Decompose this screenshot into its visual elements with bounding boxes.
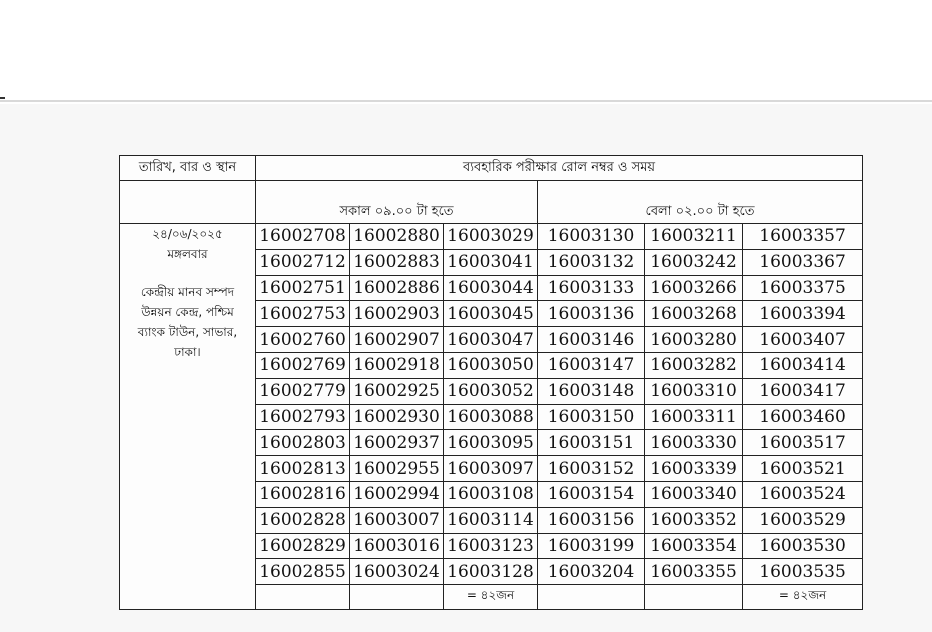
roll-number-cell: 16003340 — [645, 481, 743, 507]
roll-number-cell: 16003517 — [743, 430, 863, 456]
date-venue-cell — [120, 224, 256, 610]
roll-number-cell: 16003114 — [444, 507, 538, 533]
roll-number-cell: 16003095 — [444, 430, 538, 456]
header-morning-session: সকাল ০৯.০০ টা হতে — [256, 181, 538, 224]
roll-number-cell: 16002753 — [256, 301, 350, 327]
roll-number-cell: 16002883 — [350, 249, 444, 275]
header-roll-time: ব্যবহারিক পরীক্ষার রোল নম্বর ও সময় — [256, 156, 863, 181]
empty-total-cell — [350, 585, 444, 610]
roll-number-cell: 16003088 — [444, 404, 538, 430]
roll-number-cell: 16003047 — [444, 327, 538, 353]
roll-number-cell: 16003041 — [444, 249, 538, 275]
roll-number-cell: 16003375 — [743, 275, 863, 301]
exam-date: ২৪/০৬/২০২৫ — [152, 227, 223, 241]
roll-number-cell: 16003266 — [645, 275, 743, 301]
roll-number-cell: 16003530 — [743, 533, 863, 559]
header-blank-cell — [120, 181, 256, 224]
roll-number-cell: 16003535 — [743, 559, 863, 585]
roll-number-cell: 16003339 — [645, 456, 743, 482]
roll-number-cell: 16003130 — [538, 224, 645, 250]
roll-number-cell: 16003052 — [444, 378, 538, 404]
roll-number-cell: 16003357 — [743, 224, 863, 250]
roll-number-cell: 16003199 — [538, 533, 645, 559]
roll-number-cell: 16003282 — [645, 352, 743, 378]
roll-number-cell: 16002880 — [350, 224, 444, 250]
roll-number-cell: 16002828 — [256, 507, 350, 533]
roll-number-cell: 16003330 — [645, 430, 743, 456]
roll-number-cell: 16002994 — [350, 481, 444, 507]
roll-number-cell: 16003136 — [538, 301, 645, 327]
roll-number-cell: 16003367 — [743, 249, 863, 275]
roll-number-cell: 16003147 — [538, 352, 645, 378]
roll-number-cell: 16002760 — [256, 327, 350, 353]
edge-mark — [0, 97, 5, 99]
roll-number-cell: 16003529 — [743, 507, 863, 533]
roll-number-cell: 16003097 — [444, 456, 538, 482]
roll-number-cell: 16003242 — [645, 249, 743, 275]
roll-number-cell: 16002930 — [350, 404, 444, 430]
table-row — [120, 224, 863, 250]
header-afternoon-session: বেলা ০২.০০ টা হতে — [538, 181, 863, 224]
roll-number-cell: 16003268 — [645, 301, 743, 327]
roll-number-cell: 16002708 — [256, 224, 350, 250]
roll-number-cell: 16003394 — [743, 301, 863, 327]
afternoon-total: = ৪২জন — [743, 585, 863, 610]
empty-total-cell — [538, 585, 645, 610]
roll-number-cell: 16003204 — [538, 559, 645, 585]
roll-number-cell: 16002816 — [256, 481, 350, 507]
roll-number-cell: 16002907 — [350, 327, 444, 353]
roll-number-cell: 16003148 — [538, 378, 645, 404]
roll-number-cell: 16002886 — [350, 275, 444, 301]
roll-number-cell: 16003007 — [350, 507, 444, 533]
roll-number-cell: 16002955 — [350, 456, 444, 482]
roll-number-cell: 16003280 — [645, 327, 743, 353]
roll-number-cell: 16003152 — [538, 456, 645, 482]
roll-number-cell: 16002829 — [256, 533, 350, 559]
morning-total: = ৪২জন — [444, 585, 538, 610]
roll-number-cell: 16003151 — [538, 430, 645, 456]
roll-number-cell: 16003050 — [444, 352, 538, 378]
roll-number-cell: 16003417 — [743, 378, 863, 404]
roll-number-cell: 16003016 — [350, 533, 444, 559]
roll-number-cell: 16003133 — [538, 275, 645, 301]
roll-number-cell: 16003150 — [538, 404, 645, 430]
roll-number-cell: 16003029 — [444, 224, 538, 250]
roll-number-cell: 16003132 — [538, 249, 645, 275]
roll-number-cell: 16003414 — [743, 352, 863, 378]
roll-number-cell: 16003460 — [743, 404, 863, 430]
roll-number-cell: 16003108 — [444, 481, 538, 507]
exam-venue: কেন্দ্রীয় মানব সম্পদ উন্নয়ন কেন্দ্র, পশ্চিম ব্যাংক টাউন, সাভার, ঢাকা। — [137, 285, 238, 359]
roll-number-cell: 16003524 — [743, 481, 863, 507]
roll-number-cell: 16003355 — [645, 559, 743, 585]
roll-number-table — [119, 155, 863, 610]
roll-number-cell: 16003211 — [645, 224, 743, 250]
roll-number-cell: 16002793 — [256, 404, 350, 430]
roll-number-cell: 16002751 — [256, 275, 350, 301]
exam-day: মঙ্গলবার — [167, 247, 208, 261]
roll-number-cell: 16002779 — [256, 378, 350, 404]
roll-number-cell: 16003123 — [444, 533, 538, 559]
roll-number-cell: 16003045 — [444, 301, 538, 327]
roll-number-cell: 16002769 — [256, 352, 350, 378]
roll-number-cell: 16003310 — [645, 378, 743, 404]
roll-number-cell: 16003128 — [444, 559, 538, 585]
roll-number-cell: 16003024 — [350, 559, 444, 585]
page-divider — [0, 100, 932, 102]
empty-total-cell — [645, 585, 743, 610]
roll-number-cell: 16002903 — [350, 301, 444, 327]
roll-number-cell: 16003154 — [538, 481, 645, 507]
roll-number-cell: 16003146 — [538, 327, 645, 353]
roll-number-cell: 16003352 — [645, 507, 743, 533]
roll-number-cell: 16003044 — [444, 275, 538, 301]
roll-number-cell: 16003407 — [743, 327, 863, 353]
empty-total-cell — [256, 585, 350, 610]
roll-number-cell: 16003521 — [743, 456, 863, 482]
roll-number-cell: 16003354 — [645, 533, 743, 559]
roll-number-cell: 16003311 — [645, 404, 743, 430]
roll-number-cell: 16002855 — [256, 559, 350, 585]
roll-number-cell: 16002925 — [350, 378, 444, 404]
roll-number-cell: 16003156 — [538, 507, 645, 533]
roll-number-cell: 16002813 — [256, 456, 350, 482]
header-date-place: তারিখ, বার ও স্থান — [120, 156, 256, 181]
roll-number-cell: 16002918 — [350, 352, 444, 378]
roll-number-cell: 16002937 — [350, 430, 444, 456]
roll-number-cell: 16002712 — [256, 249, 350, 275]
roll-number-cell: 16002803 — [256, 430, 350, 456]
